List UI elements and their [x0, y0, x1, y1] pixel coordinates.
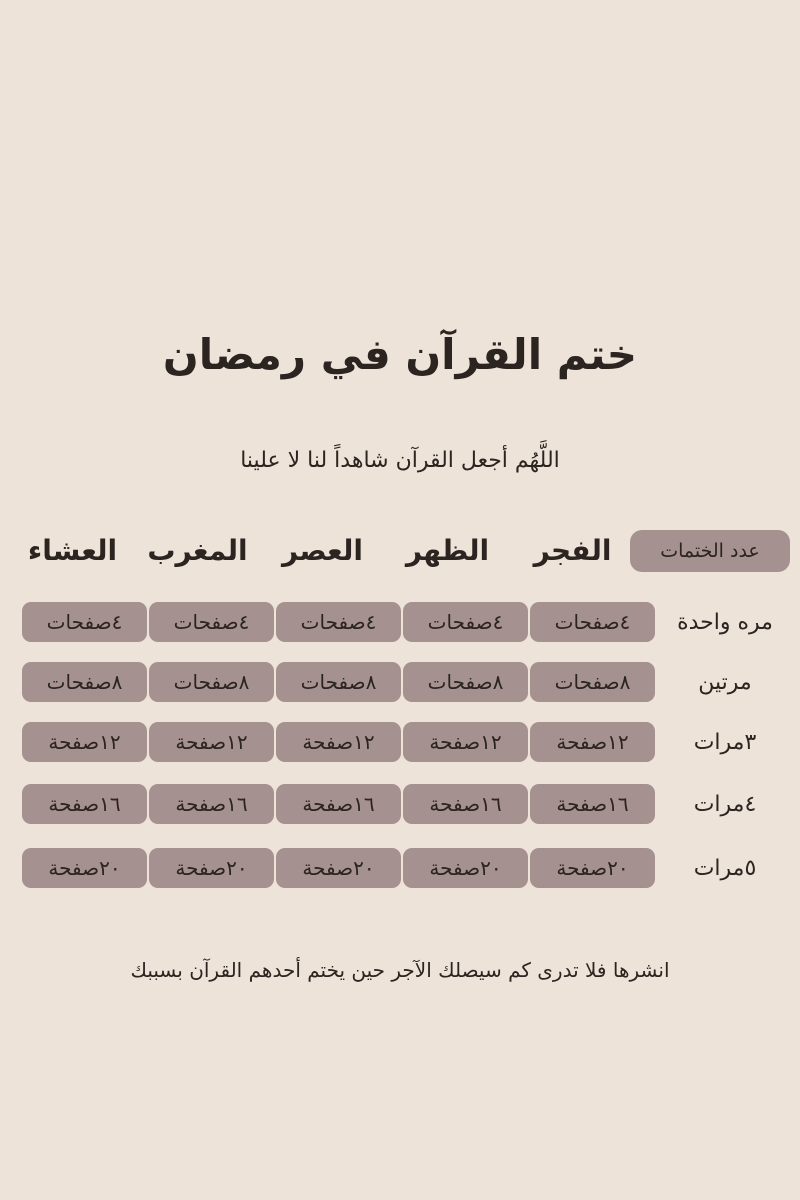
table-cell: ١٦صفحة: [403, 784, 528, 824]
table-cell: ٤صفحات: [22, 602, 147, 642]
corner-label: عدد الختمات: [630, 530, 790, 572]
column-header-dhuhr: الظهر: [405, 533, 490, 567]
table-cell: ١٢صفحة: [276, 722, 401, 762]
page-title: ختم القرآن في رمضان: [162, 330, 638, 379]
table-cell: ١٦صفحة: [276, 784, 401, 824]
table-cell: ٨صفحات: [22, 662, 147, 702]
row-label: ٤مرات: [693, 791, 757, 817]
table-cell: ١٢صفحة: [403, 722, 528, 762]
table-cell: ١٦صفحة: [22, 784, 147, 824]
table-cell: ٨صفحات: [530, 662, 655, 702]
table-cell: ٢٠صفحة: [530, 848, 655, 888]
table-cell: ١٢صفحة: [149, 722, 274, 762]
table-row: [20, 598, 790, 646]
table-cell: ١٦صفحة: [530, 784, 655, 824]
table-cell: ٤صفحات: [276, 602, 401, 642]
table-cell: ٤صفحات: [530, 602, 655, 642]
dua-text: اللَّهُم أجعل القرآن شاهداً لنا لا علينا: [240, 448, 560, 473]
table-cell: ٤صفحات: [403, 602, 528, 642]
table-cell: ٨صفحات: [403, 662, 528, 702]
footer-text: انشرها فلا تدرى كم سيصلك الآجر حين يختم أحدهم القرآن بسببك: [130, 958, 670, 982]
table-cell: ٤صفحات: [149, 602, 274, 642]
table-row: [20, 780, 790, 828]
table-cell: ٢٠صفحة: [276, 848, 401, 888]
table-cell: ٨صفحات: [276, 662, 401, 702]
table-cell: ٢٠صفحة: [403, 848, 528, 888]
table-row: [20, 844, 790, 892]
column-header-fajr: الفجر: [533, 533, 612, 567]
table-cell: ١٦صفحة: [149, 784, 274, 824]
column-header-isha: العشاء: [27, 533, 118, 567]
column-header-maghrib: المغرب: [147, 533, 248, 567]
row-label: ٥مرات: [693, 855, 757, 881]
table-cell: ٢٠صفحة: [22, 848, 147, 888]
table-cell: ٨صفحات: [149, 662, 274, 702]
table-row: [20, 658, 790, 706]
table-cell: ١٢صفحة: [530, 722, 655, 762]
table-cell: ٢٠صفحة: [149, 848, 274, 888]
table-header-row: [20, 526, 790, 574]
row-label: ٣مرات: [693, 729, 757, 755]
row-label: مرتين: [698, 669, 752, 695]
table-row: [20, 718, 790, 766]
row-label: مره واحدة: [677, 609, 773, 635]
column-header-asr: العصر: [282, 533, 363, 567]
table-cell: ١٢صفحة: [22, 722, 147, 762]
